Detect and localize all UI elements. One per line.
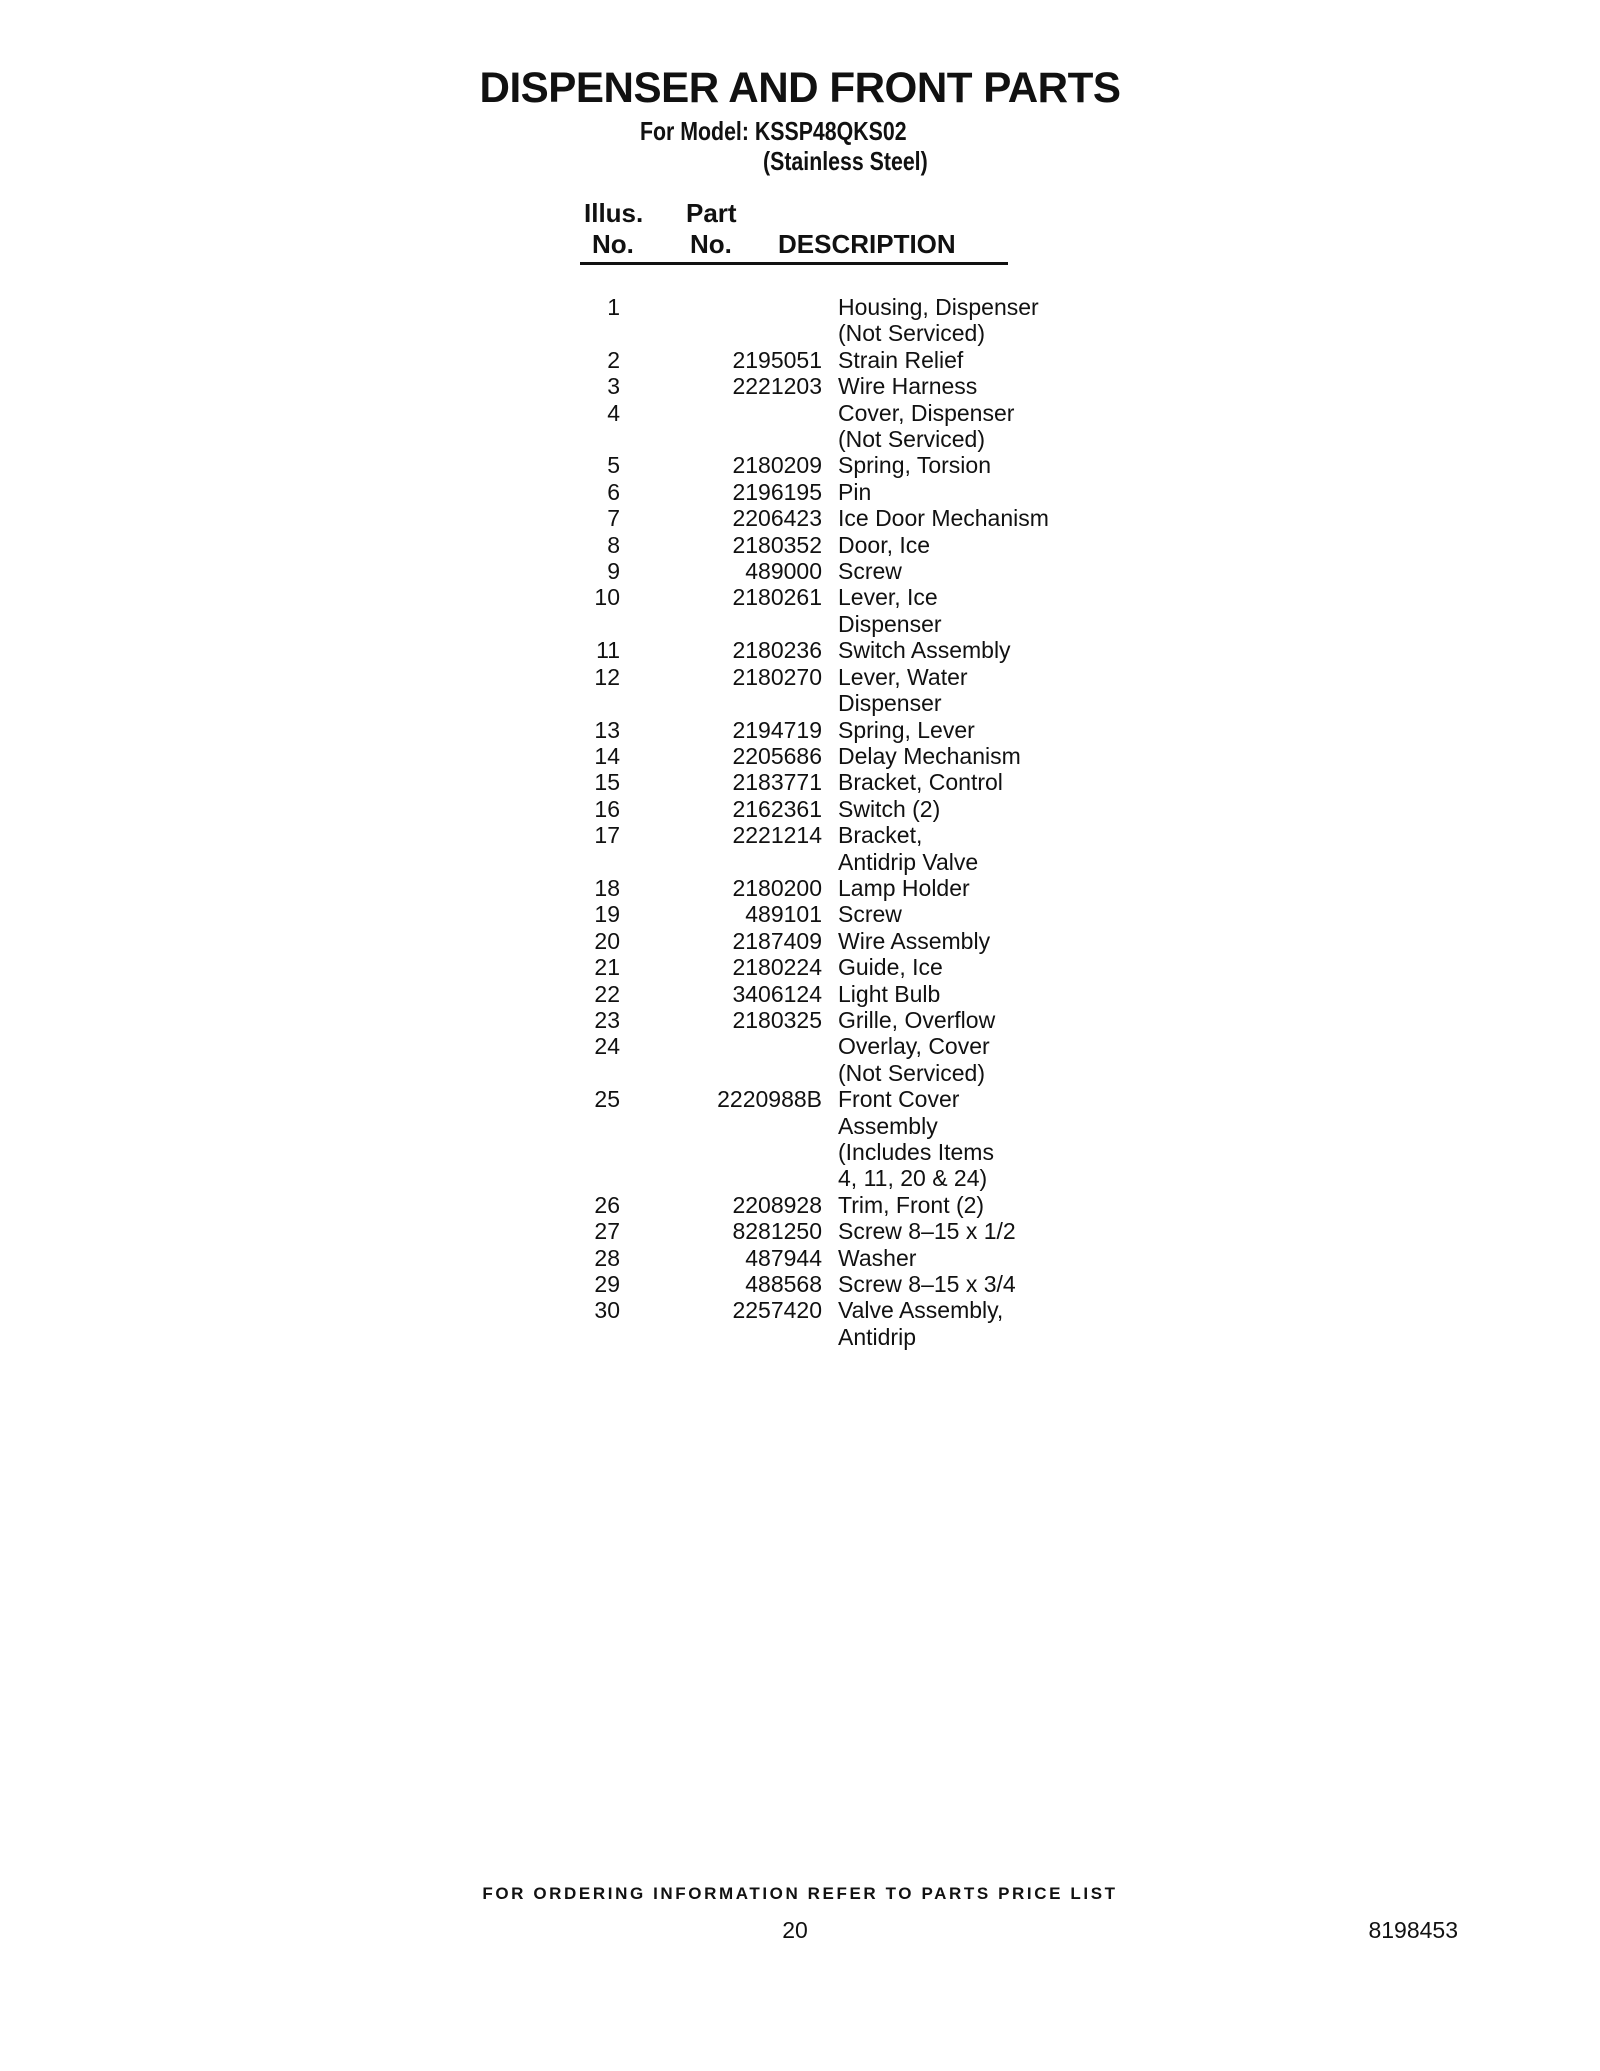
model-subtitle: For Model: KSSP48QKS02 (640, 116, 907, 146)
table-row (560, 1271, 1098, 1297)
part-description (822, 981, 1098, 1007)
table-row (560, 479, 1098, 505)
part-description (822, 1218, 1098, 1244)
illus-number: 30 (594, 1297, 620, 1324)
table-row (560, 875, 1098, 901)
illus-number: 23 (594, 1006, 620, 1033)
illus-number: 18 (594, 874, 620, 901)
illus-header-line1: Illus. (584, 198, 644, 228)
table-row (560, 796, 1098, 822)
description-line: Cover, Dispenser (838, 399, 1015, 426)
finish-subtitle: (Stainless Steel) (763, 146, 928, 176)
part-description (822, 1245, 1098, 1271)
illus-number: 14 (594, 742, 620, 769)
description-line: Door, Ice (838, 531, 931, 558)
table-row (560, 584, 1098, 637)
illus-header-line2: No. (592, 229, 634, 259)
document-number: 8198453 (1368, 1917, 1458, 1943)
table-row (560, 452, 1098, 478)
description-line: Screw 8–15 x 1/2 (838, 1218, 1016, 1245)
part-description (822, 558, 1098, 584)
part-description (822, 637, 1098, 663)
illus-number: 28 (594, 1244, 620, 1271)
part-number: 2221203 (732, 373, 822, 400)
description-line: Assembly (838, 1112, 938, 1139)
part-number: 2195051 (732, 346, 822, 373)
description-line: Ice Door Mechanism (838, 505, 1049, 532)
part-description (822, 584, 1098, 637)
illus-number: 19 (594, 901, 620, 928)
description-line: Delay Mechanism (838, 742, 1021, 769)
part-description (822, 769, 1098, 795)
part-description (822, 901, 1098, 927)
page-title: DISPENSER AND FRONT PARTS (479, 64, 1121, 112)
table-row (560, 1033, 1098, 1086)
table-row (560, 717, 1098, 743)
part-number: 487944 (745, 1244, 822, 1271)
table-row (560, 532, 1098, 558)
part-number: 2180352 (732, 531, 822, 558)
part-description (822, 532, 1098, 558)
part-description (822, 400, 1098, 453)
illus-number: 21 (594, 954, 620, 981)
part-description (822, 294, 1098, 347)
description-line: Wire Harness (838, 373, 978, 400)
part-description (822, 1033, 1098, 1086)
part-number: 8281250 (732, 1218, 822, 1245)
description-line: Antidrip Valve (838, 848, 979, 875)
part-number: 2221214 (732, 822, 822, 849)
part-number: 2183771 (732, 769, 822, 796)
illus-number: 15 (594, 769, 620, 796)
description-line: Switch (2) (838, 795, 941, 822)
part-description (822, 1007, 1098, 1033)
table-row (560, 664, 1098, 717)
part-description (822, 347, 1098, 373)
part-description (822, 664, 1098, 717)
part-number: 2180209 (732, 452, 822, 479)
description-line: (Not Serviced) (838, 320, 985, 347)
illus-number: 8 (607, 531, 620, 558)
table-row (560, 1007, 1098, 1033)
header-rule (580, 262, 1008, 265)
illus-number: 11 (596, 637, 620, 664)
part-number: 2205686 (732, 742, 822, 769)
part-description (822, 479, 1098, 505)
table-row (560, 1245, 1098, 1271)
description-line: Trim, Front (2) (838, 1191, 985, 1218)
table-row (560, 400, 1098, 453)
part-number: 3406124 (732, 980, 822, 1007)
part-description (822, 796, 1098, 822)
part-description (822, 1086, 1098, 1192)
description-line: Dispenser (838, 690, 942, 717)
description-line: Washer (838, 1244, 917, 1271)
table-row (560, 505, 1098, 531)
part-header-line2: No. (690, 229, 732, 259)
illus-number: 3 (607, 373, 620, 400)
part-description (822, 1297, 1098, 1350)
description-line: (Includes Items (838, 1139, 994, 1165)
part-number: 488568 (745, 1271, 822, 1298)
description-line: Switch Assembly (838, 637, 1011, 664)
table-row (560, 347, 1098, 373)
description-line: Lever, Ice (838, 584, 938, 611)
description-line: Guide, Ice (838, 954, 943, 981)
ordering-note: FOR ORDERING INFORMATION REFER TO PARTS PRICE LIST (482, 1884, 1118, 1903)
description-line: Wire Assembly (838, 927, 991, 954)
illus-number: 24 (594, 1033, 620, 1060)
description-line: Overlay, Cover (838, 1033, 990, 1060)
illus-number: 16 (594, 795, 620, 822)
description-line: 4, 11, 20 & 24) (838, 1165, 988, 1192)
part-description (822, 373, 1098, 399)
description-line: Lamp Holder (838, 874, 970, 901)
description-line: Bracket, (838, 822, 923, 849)
illus-number: 20 (594, 927, 620, 954)
illus-number: 29 (594, 1271, 620, 1298)
description-line: Screw (838, 901, 902, 928)
part-description (822, 954, 1098, 980)
part-number: 489000 (745, 558, 822, 585)
part-number: 2208928 (732, 1191, 822, 1218)
part-description (822, 875, 1098, 901)
table-row (560, 928, 1098, 954)
parts-table (560, 294, 1098, 1350)
part-number: 2257420 (732, 1297, 822, 1324)
table-row (560, 558, 1098, 584)
illus-number: 9 (607, 558, 620, 585)
part-number: 2180261 (732, 584, 822, 611)
part-number: 2180325 (732, 1006, 822, 1033)
illus-number: 22 (594, 980, 620, 1007)
illus-number: 2 (607, 346, 620, 373)
table-row (560, 1297, 1098, 1350)
table-row (560, 373, 1098, 399)
part-description (822, 505, 1098, 531)
part-number: 2180270 (732, 663, 822, 690)
illus-number: 26 (594, 1191, 620, 1218)
part-description (822, 452, 1098, 478)
page-number: 20 (782, 1917, 808, 1943)
illus-number: 6 (607, 478, 620, 505)
table-row (560, 637, 1098, 663)
part-description (822, 1192, 1098, 1218)
part-description (822, 743, 1098, 769)
part-number: 2206423 (732, 505, 822, 532)
table-row (560, 294, 1098, 347)
table-row (560, 981, 1098, 1007)
part-description (822, 1271, 1098, 1297)
illus-number: 4 (607, 399, 620, 426)
description-line: Grille, Overflow (838, 1006, 996, 1033)
table-row (560, 1218, 1098, 1244)
table-row (560, 954, 1098, 980)
table-row (560, 769, 1098, 795)
part-number: 2196195 (732, 478, 822, 505)
part-number: 2162361 (732, 795, 822, 822)
part-description (822, 928, 1098, 954)
description-line: Screw (838, 558, 902, 585)
part-number: 2180224 (732, 954, 822, 981)
description-line: Light Bulb (838, 980, 941, 1007)
part-number: 2220988B (717, 1086, 822, 1113)
description-header: DESCRIPTION (778, 229, 956, 259)
part-number: 2194719 (732, 716, 822, 743)
description-line: Pin (838, 478, 872, 505)
description-line: Dispenser (838, 610, 942, 637)
illus-number: 13 (594, 716, 620, 743)
part-number: 2187409 (732, 927, 822, 954)
table-row (560, 1086, 1098, 1192)
description-line: Screw 8–15 x 3/4 (838, 1271, 1016, 1298)
description-line: (Not Serviced) (838, 1059, 985, 1086)
illus-number: 5 (607, 452, 620, 479)
illus-number: 27 (594, 1218, 620, 1245)
description-line: Valve Assembly, (838, 1297, 1004, 1324)
description-line: Housing, Dispenser (838, 294, 1039, 320)
table-row (560, 743, 1098, 769)
description-line: Strain Relief (838, 346, 964, 373)
description-line: Spring, Torsion (838, 452, 991, 479)
table-row (560, 822, 1098, 875)
illus-number: 12 (594, 663, 620, 690)
description-line: Lever, Water (838, 663, 968, 690)
part-description (822, 717, 1098, 743)
description-line: Bracket, Control (838, 769, 1003, 796)
description-line: Antidrip (838, 1323, 916, 1350)
part-header-line1: Part (686, 198, 737, 228)
description-line: Spring, Lever (838, 716, 975, 743)
illus-number: 25 (594, 1086, 620, 1113)
illus-number: 17 (594, 822, 620, 849)
part-number: 2180200 (732, 874, 822, 901)
part-number: 2180236 (732, 637, 822, 664)
description-line: Front Cover (838, 1086, 960, 1113)
part-number: 489101 (745, 901, 822, 928)
illus-number: 7 (607, 505, 620, 532)
table-row (560, 1192, 1098, 1218)
illus-number: 10 (594, 584, 620, 611)
part-description (822, 822, 1098, 875)
table-row (560, 901, 1098, 927)
illus-number: 1 (607, 294, 620, 320)
description-line: (Not Serviced) (838, 426, 985, 453)
